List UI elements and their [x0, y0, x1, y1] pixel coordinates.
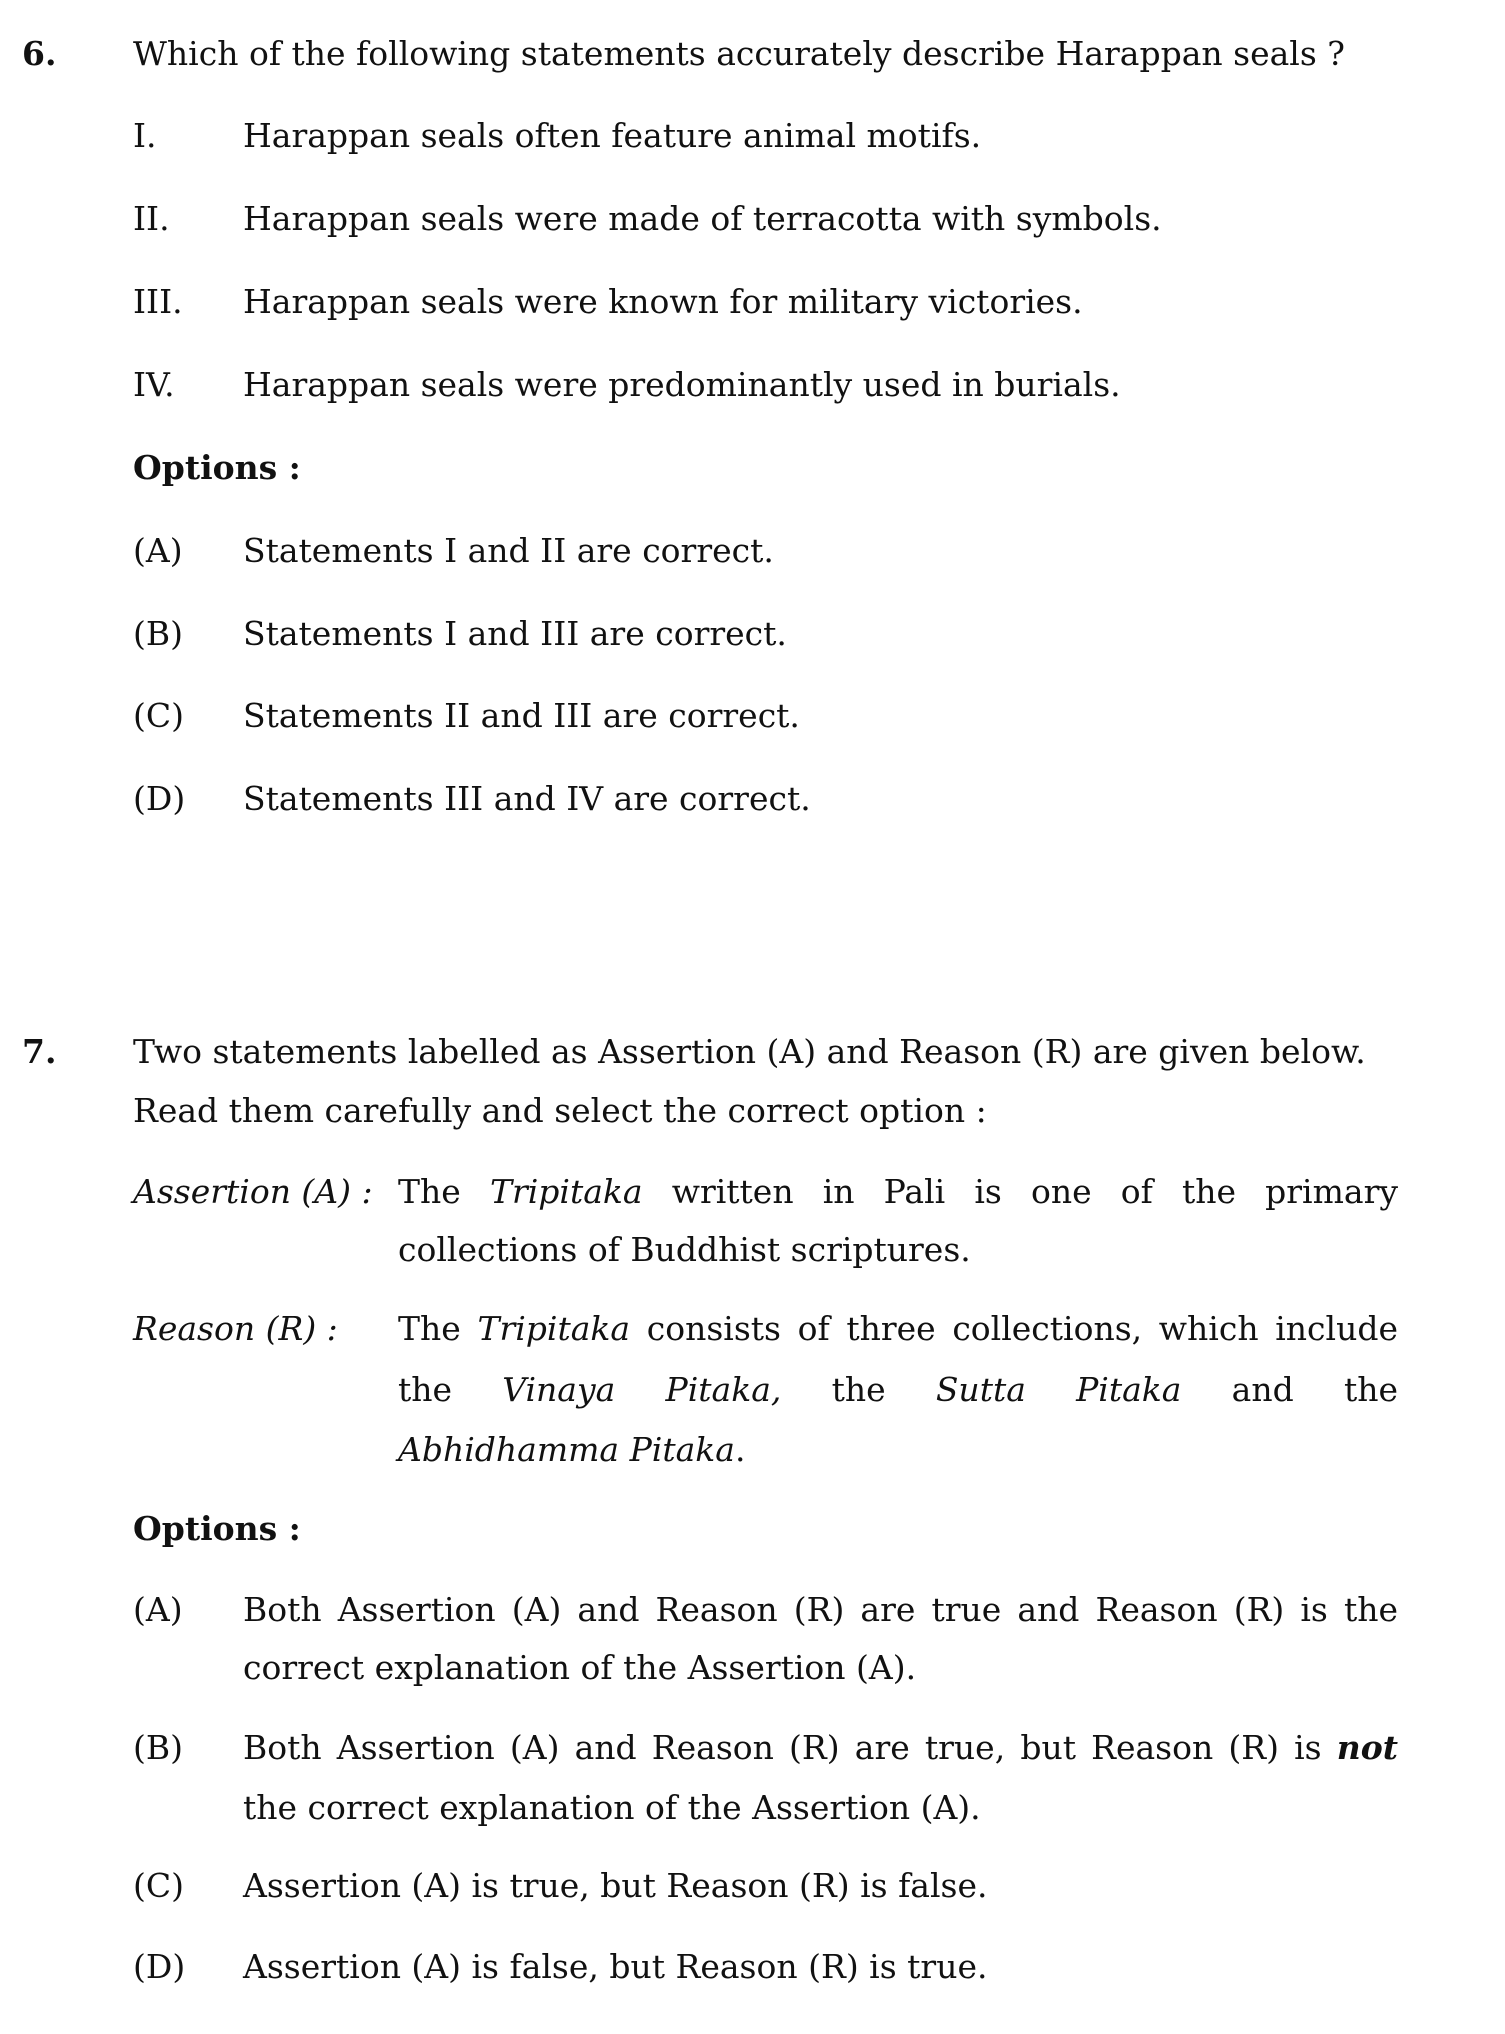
option-label: (A)	[133, 1590, 183, 1629]
question-number: 7.	[22, 1032, 57, 1071]
options-heading: Options :	[133, 1509, 301, 1548]
option-c[interactable]: Assertion (A) is true, but Reason (R) is false.	[243, 1866, 988, 1905]
reason-text: The	[398, 1309, 478, 1348]
vinaya-term: Vinaya	[502, 1370, 616, 1409]
option-a-line1: Both Assertion (A) and Reason (R) are true and Reason (R) is the	[243, 1590, 1398, 1629]
option-label: (A)	[133, 531, 183, 570]
sutta-term: Sutta	[935, 1370, 1026, 1409]
assertion-label: Assertion (A) :	[133, 1172, 373, 1211]
option-label: (D)	[133, 779, 186, 818]
reason-text-line1	[398, 1309, 1398, 1349]
assertion-text: The	[398, 1172, 490, 1211]
tripitaka-term: Tripitaka	[489, 1172, 643, 1211]
reason-word: and	[1231, 1370, 1294, 1409]
statement-text: Harappan seals were predominantly used in burials.	[243, 365, 1121, 404]
question-number: 6.	[22, 34, 57, 73]
abhidhamma-term: Abhidhamma Pitaka	[398, 1430, 735, 1469]
reason-word: the	[398, 1370, 453, 1409]
question-stem: Which of the following statements accurately describe Harappan seals ?	[133, 34, 1345, 73]
reason-label: Reason (R) :	[133, 1309, 338, 1348]
tripitaka-term: Tripitaka	[477, 1309, 631, 1348]
assertion-text-line1	[398, 1172, 1398, 1212]
assertion-text: written in Pali is one of the primary	[642, 1172, 1398, 1211]
pitaka-term: Pitaka,	[665, 1370, 782, 1409]
statement-text: Harappan seals often feature animal motifs.	[243, 116, 982, 155]
pitaka-term: Pitaka	[1076, 1370, 1182, 1409]
option-label: (C)	[133, 696, 184, 735]
statement-label: IV.	[133, 365, 175, 404]
option-c[interactable]: Statements II and III are correct.	[243, 696, 800, 735]
reason-word: the	[1343, 1370, 1398, 1409]
statement-label: I.	[133, 116, 157, 155]
options-heading: Options :	[133, 448, 301, 487]
option-b-line2: the correct explanation of the Assertion (A).	[243, 1788, 981, 1827]
question-stem-line1: Two statements labelled as Assertion (A) and Reason (R) are given below.	[133, 1032, 1366, 1071]
statement-label: III.	[133, 282, 183, 321]
option-label: (B)	[133, 1728, 183, 1767]
option-label: (C)	[133, 1866, 184, 1905]
option-b[interactable]: Statements I and III are correct.	[243, 614, 787, 653]
reason-text-line3	[398, 1430, 745, 1470]
reason-word: the	[831, 1370, 886, 1409]
emphasis-not: not	[1336, 1728, 1398, 1767]
option-a-line2: correct explanation of the Assertion (A).	[243, 1648, 917, 1687]
question-stem-line2: Read them carefully and select the correct option :	[133, 1091, 987, 1130]
statement-label: II.	[133, 199, 170, 238]
option-d[interactable]: Assertion (A) is false, but Reason (R) is true.	[243, 1947, 988, 1986]
reason-text: consists of three collections, which include	[630, 1309, 1398, 1348]
statement-text: Harappan seals were known for military victories.	[243, 282, 1083, 321]
option-b-text: Both Assertion (A) and Reason (R) are true, but Reason (R) is	[243, 1728, 1337, 1767]
option-label: (D)	[133, 1947, 186, 1986]
option-label: (B)	[133, 614, 183, 653]
option-d[interactable]: Statements III and IV are correct.	[243, 779, 811, 818]
assertion-text-line2: collections of Buddhist scriptures.	[398, 1230, 971, 1269]
statement-text: Harappan seals were made of terracotta with symbols.	[243, 199, 1162, 238]
option-b-line1	[243, 1728, 1398, 1768]
reason-text-line2	[398, 1370, 1398, 1410]
option-a[interactable]: Statements I and II are correct.	[243, 531, 774, 570]
reason-text: .	[734, 1430, 746, 1469]
